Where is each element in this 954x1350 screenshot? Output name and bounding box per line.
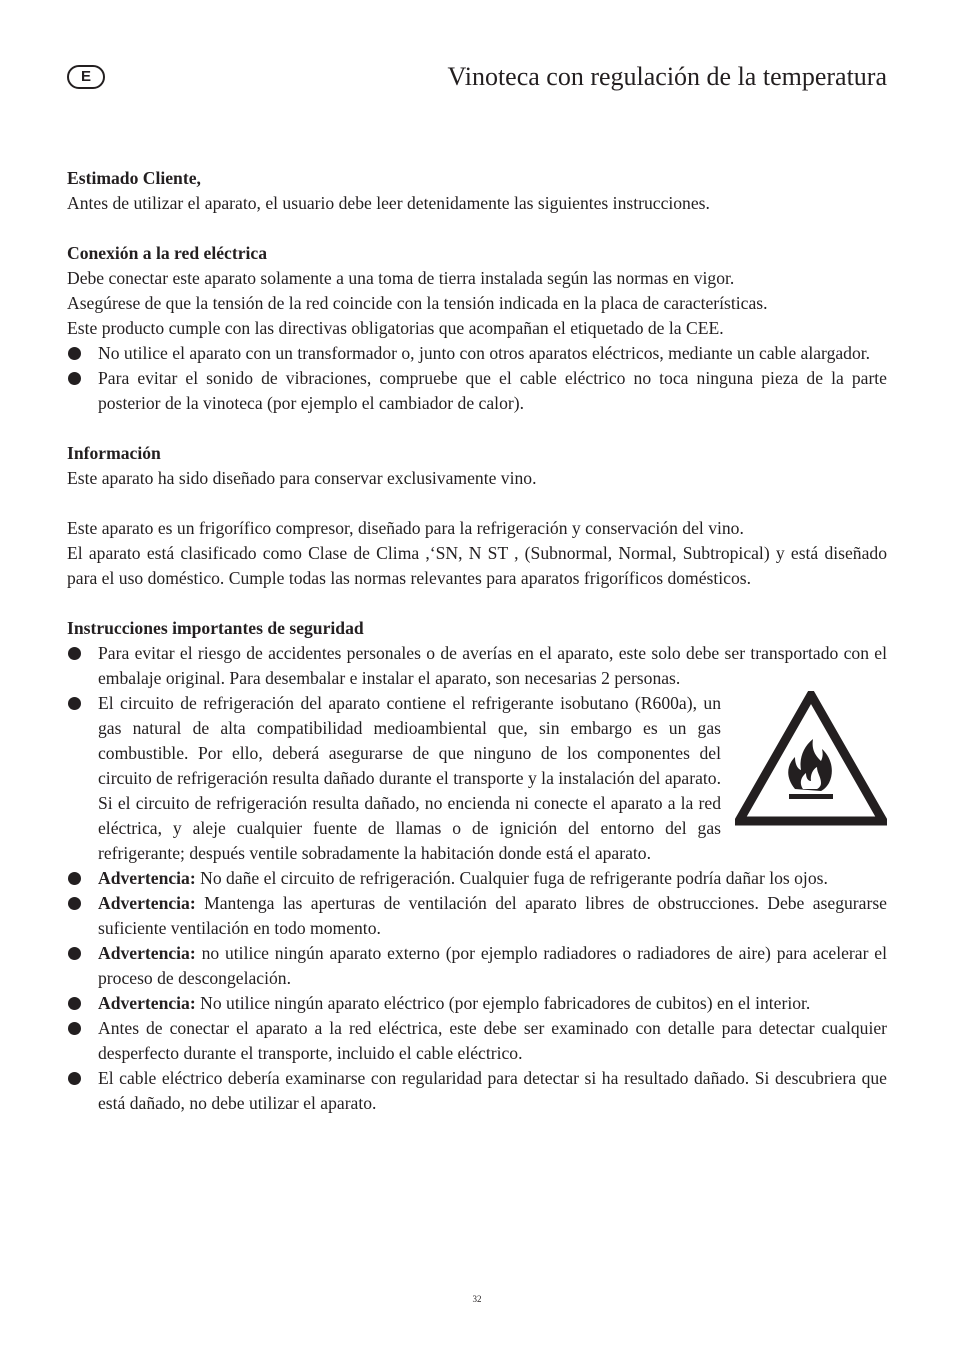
list-item [67, 941, 887, 991]
greeting-heading: Estimado Cliente, [67, 168, 201, 188]
connection-paragraph: Asegúrese de que la tensión de la red coincide con la tensión indicada en la placa de características. [67, 293, 768, 313]
bullet-icon [68, 897, 81, 910]
list-item-text: Para evitar el riesgo de accidentes personales o de averías en el aparato, este solo debe ser transportado con el embalaje original. Para desembalar e instalar el aparato, son necesarias 2 personas. [98, 643, 887, 688]
list-item [67, 891, 887, 941]
bullet-icon [68, 347, 81, 360]
page-number: 32 [472, 1294, 482, 1304]
warning-label: Advertencia: [98, 868, 196, 888]
information-heading: Información [67, 443, 161, 463]
list-item [67, 1016, 887, 1066]
connection-paragraph: Debe conectar este aparato solamente a una toma de tierra instalada según las normas en vigor. [67, 268, 735, 288]
flammable-warning-icon [735, 691, 887, 827]
list-item [67, 641, 887, 691]
spacer [67, 591, 887, 616]
information-text: Este aparato ha sido diseñado para conservar exclusivamente vino. [67, 468, 537, 488]
list-item-text: El circuito de refrigeración del aparato contiene el refrigerante isobutano (R600a), un gas natural de alta compatibilidad medioambiental que, sin embargo es un gas combustible. Por ello, deberá asegurarse de que ninguno de los componentes del circuito de refrigeración resulta dañado durante el transporte y la instalación del aparato. Si el circuito de refrigeración resulta dañado, no encienda ni conecte el aparato a la red eléctrica, y aleje cualquier fuente de llamas o de ignición del entorno del gas refrigerante; después ventile sobradamente la habitación donde está el aparato. [98, 693, 721, 863]
list-item [67, 366, 887, 416]
safety-list [67, 641, 887, 1116]
list-item [67, 866, 887, 891]
list-item [67, 991, 887, 1016]
list-item-text: Antes de conectar el aparato a la red eléctrica, este debe ser examinado con detalle para detectar cualquier desperfecto durante el transporte, incluido el cable eléctrico. [98, 1018, 887, 1063]
bullet-icon [68, 1022, 81, 1035]
connection-list [67, 341, 887, 416]
spacer [67, 216, 887, 241]
spacer [67, 491, 887, 516]
safety-heading: Instrucciones importantes de seguridad [67, 618, 364, 638]
list-item-text: El cable eléctrico debería examinarse con regularidad para detectar si ha resultado dañado. Si descubriera que está dañado, no debe utilizar el aparato. [98, 1068, 887, 1113]
information-text: El aparato está clasificado como Clase de Clima ,‘SN, N ST , (Subnormal, Normal, Subtropical) y está diseñado para el uso doméstico. Cumple todas las normas relevantes para aparatos frigoríficos domésticos. [67, 543, 887, 588]
language-badge: E [67, 65, 105, 89]
document-body [67, 166, 887, 1116]
warning-label: Advertencia: [98, 893, 196, 913]
connection-heading: Conexión a la red eléctrica [67, 243, 267, 263]
information-text: Este aparato es un frigorífico compresor, diseñado para la refrigeración y conservación del vino. [67, 518, 744, 538]
list-item-text: No utilice ningún aparato eléctrico (por ejemplo fabricadores de cubitos) en el interior. [200, 993, 811, 1013]
warning-label: Advertencia: [98, 943, 196, 963]
list-item [67, 691, 887, 866]
bullet-icon [68, 1072, 81, 1085]
bullet-icon [68, 372, 81, 385]
connection-paragraph: Este producto cumple con las directivas obligatorias que acompañan el etiquetado de la CEE. [67, 318, 724, 338]
warning-label: Advertencia: [98, 993, 196, 1013]
bullet-icon [68, 697, 81, 710]
list-item-text: No utilice el aparato con un transformador o, junto con otros aparatos eléctricos, mediante un cable alargador. [98, 343, 871, 363]
list-item-text: Para evitar el sonido de vibraciones, compruebe que el cable eléctrico no toca ninguna pieza de la parte posterior de la vinoteca (por ejemplo el cambiador de calor). [98, 368, 887, 413]
greeting-text: Antes de utilizar el aparato, el usuario debe leer detenidamente las siguientes instrucciones. [67, 193, 710, 213]
bullet-icon [68, 872, 81, 885]
bullet-icon [68, 647, 81, 660]
list-item [67, 341, 887, 366]
page-title: Vinoteca con regulación de la temperatura [447, 62, 887, 91]
bullet-icon [68, 947, 81, 960]
list-item-text: Mantenga las aperturas de ventilación del aparato libres de obstrucciones. Debe asegurarse suficiente ventilación en todo momento. [98, 893, 887, 938]
list-item-text: no utilice ningún aparato externo (por ejemplo radiadores o radiadores de aire) para acelerar el proceso de descongelación. [98, 943, 887, 988]
spacer [67, 416, 887, 441]
list-item [67, 1066, 887, 1116]
list-item-text: No dañe el circuito de refrigeración. Cualquier fuga de refrigerante podría dañar los ojos. [200, 868, 828, 888]
bullet-icon [68, 997, 81, 1010]
